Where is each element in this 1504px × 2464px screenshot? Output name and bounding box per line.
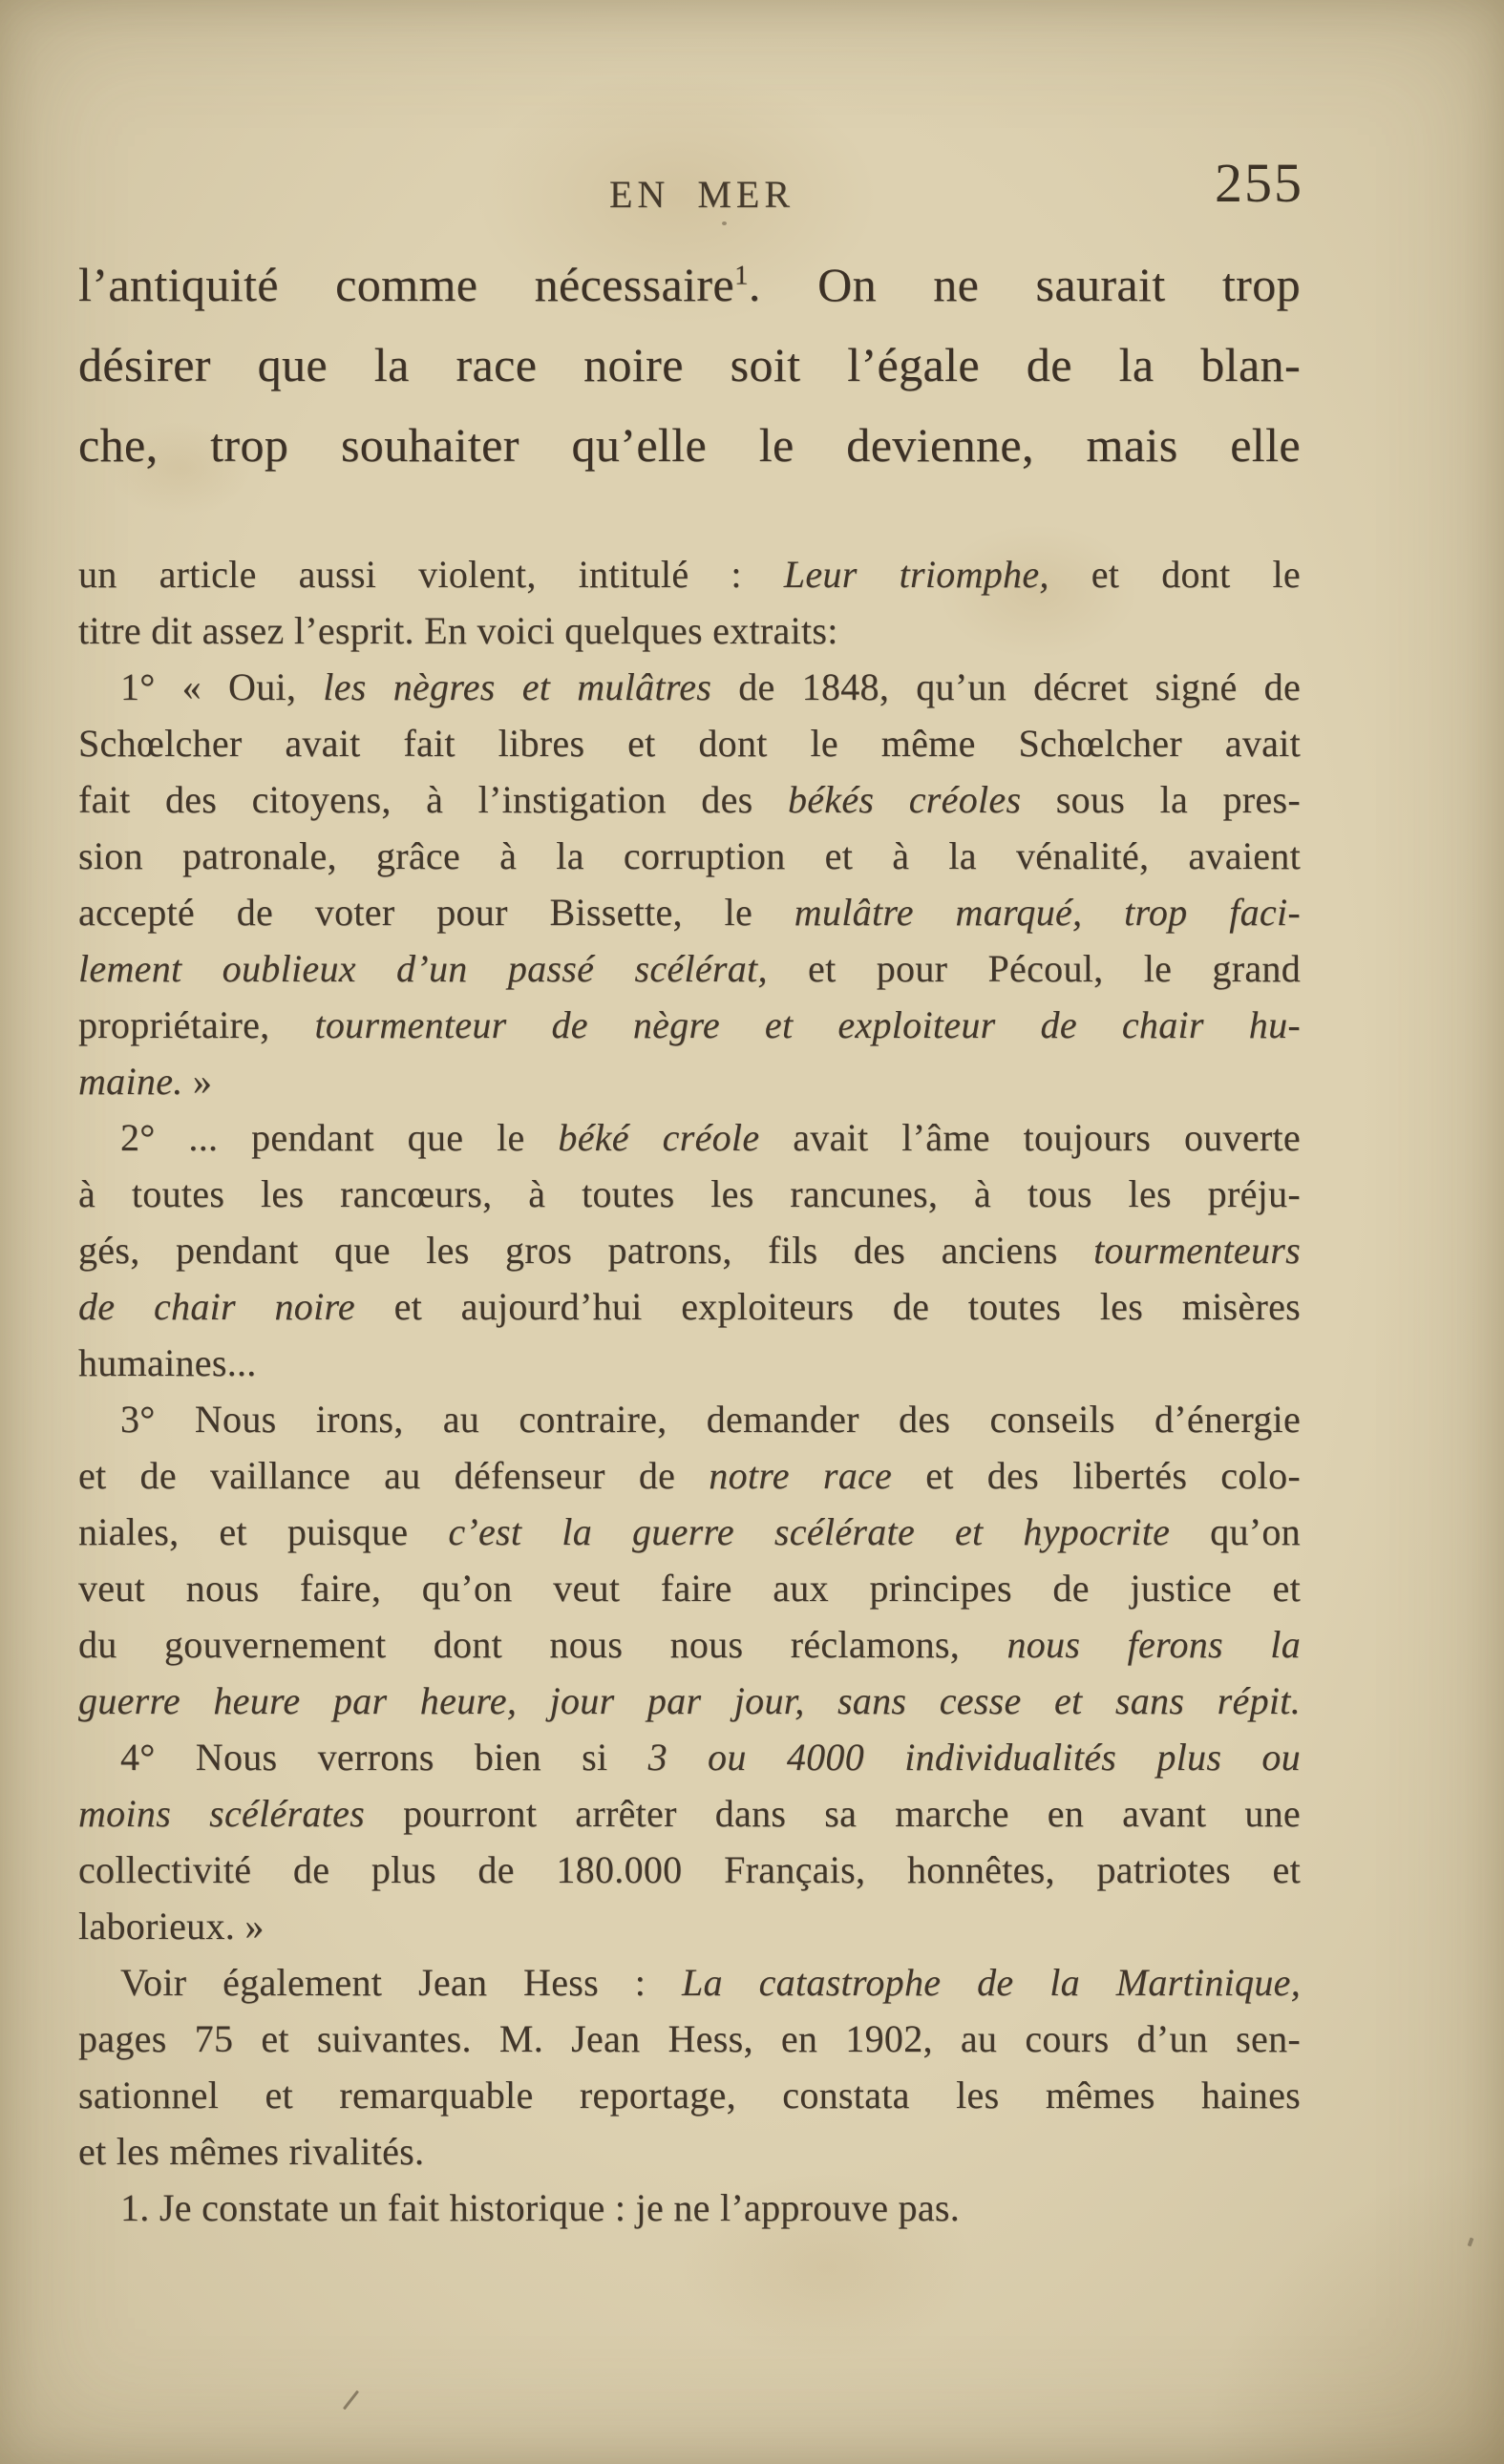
running-header: EN MER (609, 173, 794, 216)
text-segment: fait des citoyens, à l’instigation des (78, 778, 788, 821)
text-segment: de chair noire (78, 1285, 355, 1328)
text-segment: et les mêmes rivalités. (78, 2130, 425, 2173)
text-segment: et dont le (1049, 553, 1301, 596)
text-line (78, 325, 1301, 405)
text-segment: de 1848, qu’un décret signé de (711, 665, 1301, 708)
text-line (78, 1842, 1301, 1898)
text-segment: nous ferons la (1006, 1623, 1301, 1666)
text-line (78, 715, 1301, 771)
text-segment: che, trop souhaiter qu’elle le devienne, mais elle (78, 418, 1301, 472)
text-line (78, 1166, 1301, 1222)
text-segment: et de vaillance au défenseur de (78, 1454, 710, 1497)
text-segment: l’antiquité comme nécessaire (78, 258, 735, 311)
text-segment: 3 ou 4000 individualités plus ou (647, 1736, 1301, 1779)
text-segment: sous la pres- (1021, 778, 1301, 821)
text-segment: notre race (709, 1454, 893, 1497)
text-segment: Voir également Jean Hess : (120, 1961, 682, 2004)
text-segment: mulâtre marqué, trop faci- (794, 891, 1301, 934)
text-segment: pages 75 et suivantes. M. Jean Hess, en 1902, au cours d’un sen- (78, 2017, 1301, 2060)
text-line (78, 1391, 1301, 1447)
text-segment: béké créole (558, 1116, 760, 1159)
text-segment: gés, pendant que les gros patrons, fils des anciens (78, 1229, 1094, 1272)
ink-speck (722, 221, 727, 225)
text-line (78, 659, 1301, 715)
ink-speck (1468, 2238, 1474, 2247)
text-segment: 1. Je constate un fait historique : je ne l’approuve pas. (120, 2186, 961, 2229)
footnote-reference: 1 (734, 260, 749, 291)
text-segment: et pour Pécoul, le grand (767, 947, 1301, 990)
text-segment: humaines... (78, 1341, 257, 1384)
text-segment: niales, et puisque (78, 1510, 449, 1553)
text-line (78, 828, 1301, 884)
text-line (78, 1109, 1301, 1166)
text-line (78, 1560, 1301, 1616)
text-segment: veut nous faire, qu’on veut faire aux principes de justice et (78, 1567, 1301, 1610)
text-line (78, 2180, 1301, 2236)
text-line (78, 1898, 1301, 1954)
text-segment: à toutes les rancœurs, à toutes les rancunes, à tous les préju- (78, 1172, 1301, 1215)
text-segment: . On ne saurait trop (748, 258, 1301, 311)
text-line (78, 1278, 1301, 1335)
text-line (78, 1335, 1301, 1391)
text-segment: békés créoles (787, 778, 1022, 821)
text-line (78, 1673, 1301, 1729)
text-segment: tourmenteurs (1093, 1229, 1301, 1272)
text-segment: et aujourd’hui exploiteurs de toutes les misères (354, 1285, 1301, 1328)
text-line (78, 244, 1301, 325)
text-segment: Schœlcher avait fait libres et dont le même Schœlcher avait (78, 722, 1301, 765)
footnote-text (78, 546, 1301, 2236)
text-segment: pourront arrêter dans sa marche en avant une (365, 1792, 1301, 1835)
text-segment: guerre heure par heure, jour par jour, sans cesse et sans répit. (78, 1679, 1301, 1722)
text-segment: un article aussi violent, intitulé : (78, 553, 784, 596)
text-line (78, 2067, 1301, 2123)
text-line (78, 405, 1301, 485)
text-segment: désirer que la race noire soit l’égale de la blan- (78, 338, 1301, 391)
ink-speck (343, 2390, 359, 2411)
text-segment: avait l’âme toujours ouverte (759, 1116, 1301, 1159)
text-line (78, 1729, 1301, 1785)
text-segment: qu’on (1170, 1510, 1301, 1553)
text-segment: laborieux. » (78, 1905, 265, 1948)
text-line (78, 2123, 1301, 2180)
text-line (78, 602, 1301, 659)
text-line (78, 1504, 1301, 1560)
text-line (78, 546, 1301, 602)
text-line (78, 1053, 1301, 1109)
text-segment: 3° Nous irons, au contraire, demander des conseils d’énergie (120, 1398, 1301, 1441)
text-segment: lement oublieux d’un passé scélérat, (78, 947, 768, 990)
text-segment: 4° Nous verrons bien si (120, 1736, 648, 1779)
text-line (78, 1954, 1301, 2011)
text-segment: » (182, 1060, 213, 1103)
text-line (78, 884, 1301, 940)
text-segment: 2° ... pendant que le (120, 1116, 559, 1159)
text-segment: tourmenteur de nègre et exploiteur de chair hu- (314, 1003, 1301, 1046)
text-segment: du gouvernement dont nous nous réclamons, (78, 1623, 1007, 1666)
text-segment: moins scélérates (78, 1792, 366, 1835)
text-segment: collectivité de plus de 180.000 Français, honnêtes, patriotes et (78, 1848, 1301, 1891)
text-segment: les nègres et mulâtres (323, 665, 712, 708)
text-line (78, 771, 1301, 828)
text-segment: La catastrophe de la Martinique, (682, 1961, 1301, 2004)
text-line (78, 997, 1301, 1053)
text-segment: maine. (78, 1060, 183, 1103)
text-segment: 1° « Oui, (120, 665, 324, 708)
text-segment: et des libertés colo- (892, 1454, 1301, 1497)
text-line (78, 1447, 1301, 1504)
text-line (78, 2011, 1301, 2067)
text-line (78, 940, 1301, 997)
text-line (78, 1616, 1301, 1673)
text-segment: sion patronale, grâce à la corruption et à la vénalité, avaient (78, 834, 1301, 877)
page-number: 255 (1215, 152, 1303, 214)
text-segment: Leur triomphe, (783, 553, 1049, 596)
main-text (78, 244, 1301, 485)
text-line (78, 1222, 1301, 1278)
text-line (78, 1785, 1301, 1842)
text-segment: sationnel et remarquable reportage, constata les mêmes haines (78, 2074, 1301, 2117)
text-segment: titre dit assez l’esprit. En voici quelques extraits: (78, 609, 838, 652)
text-segment: accepté de voter pour Bissette, le (78, 891, 794, 934)
text-segment: propriétaire, (78, 1003, 315, 1046)
text-segment: c’est la guerre scélérate et hypocrite (448, 1510, 1171, 1553)
